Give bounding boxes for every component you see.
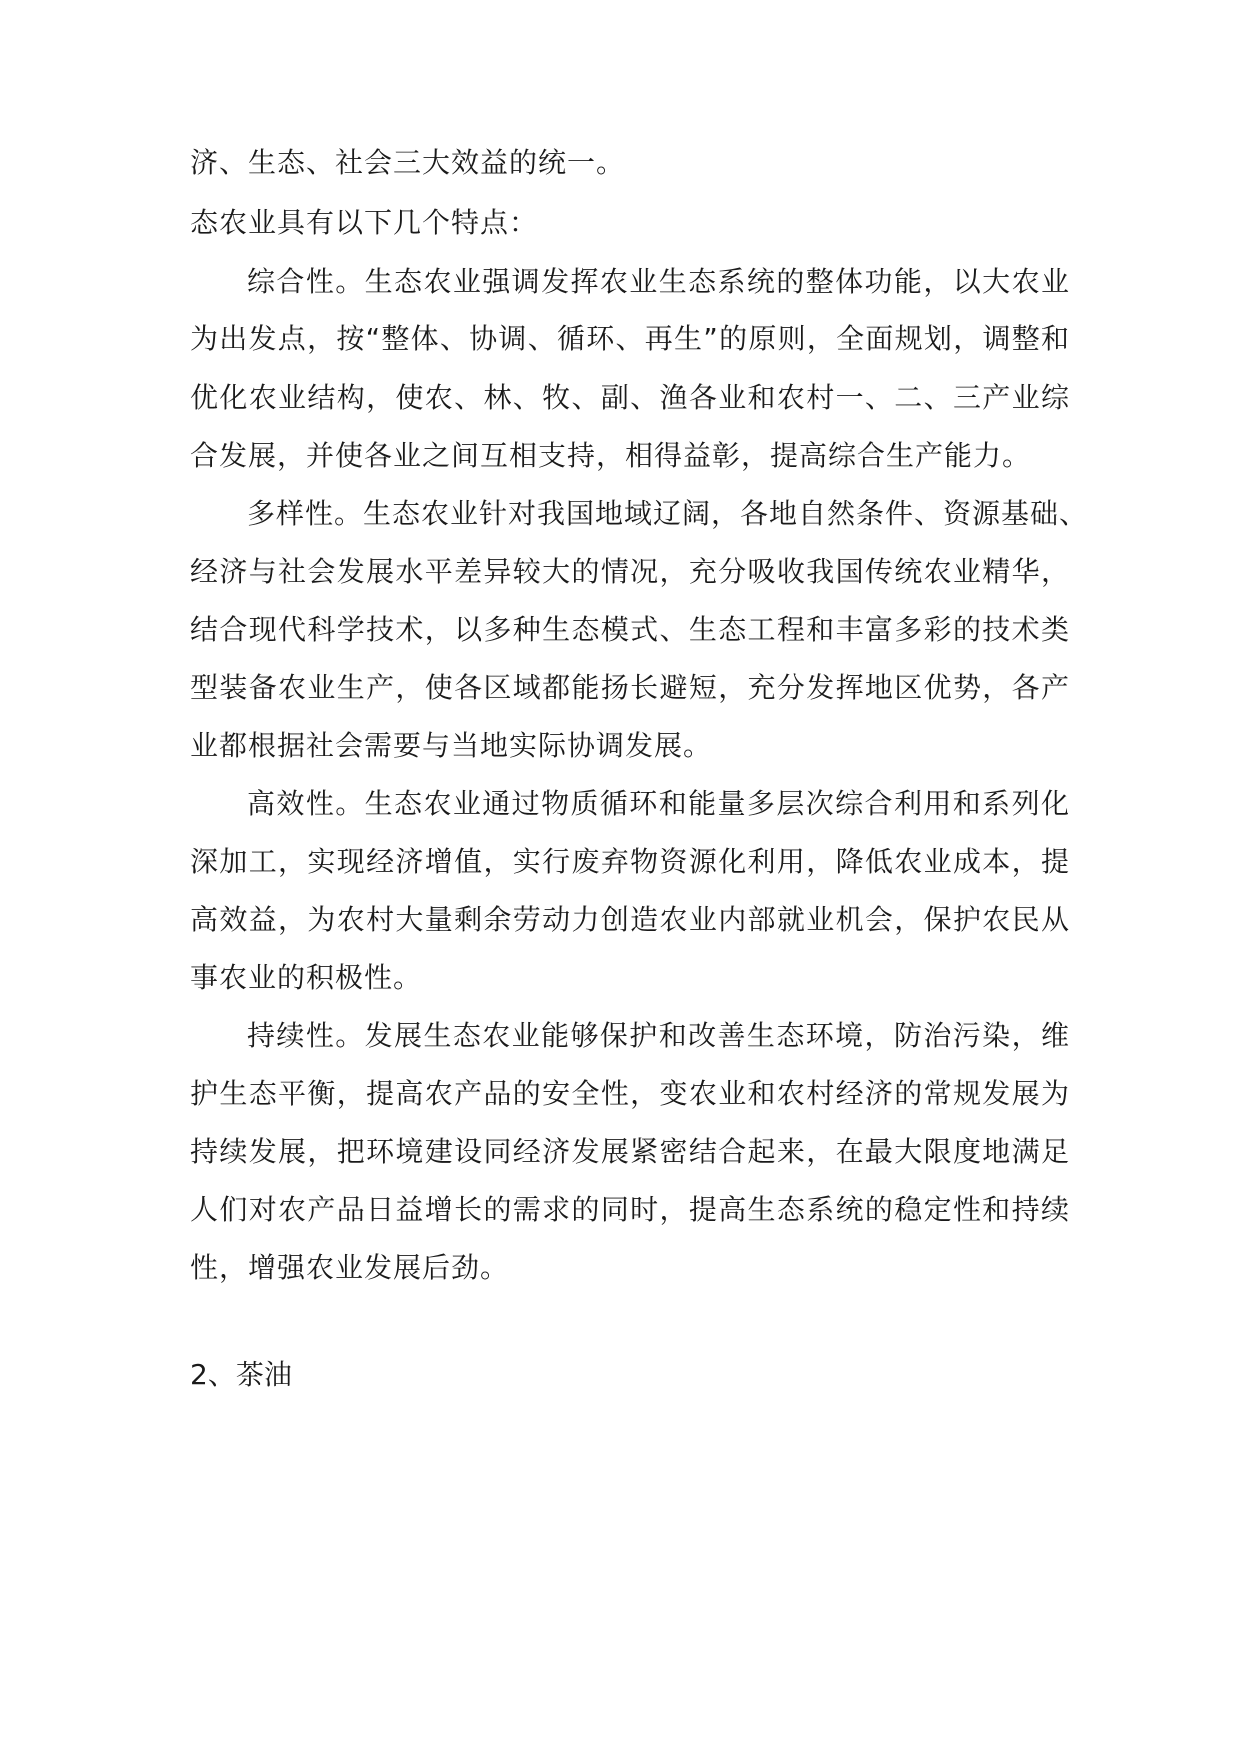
paragraph-diversity-line: 型装备农业生产，使各区域都能扬长避短，充分发挥地区优势，各产	[190, 671, 1070, 704]
paragraph-diversity-line: 经济与社会发展水平差异较大的情况，充分吸收我国传统农业精华，	[190, 555, 1070, 588]
paragraph-efficiency-line: 高效性。生态农业通过物质循环和能量多层次综合利用和系列化	[247, 787, 1070, 820]
paragraph-diversity-line: 结合现代科学技术，以多种生态模式、生态工程和丰富多彩的技术类	[190, 613, 1070, 646]
paragraph-efficiency-line: 事农业的积极性。	[190, 961, 423, 994]
paragraph-efficiency-line: 高效益，为农村大量剩余劳动力创造农业内部就业机会，保护农民从	[190, 903, 1070, 936]
paragraph-comprehensive-line: 为出发点，按“整体、协调、循环、再生”的原则，全面规划，调整和	[190, 322, 1070, 355]
paragraph-comprehensive-line: 优化农业结构，使农、林、牧、副、渔各业和农村一、二、三产业综	[190, 381, 1070, 414]
paragraph-sustainability-line: 人们对农产品日益增长的需求的同时，提高生态系统的稳定性和持续	[190, 1193, 1070, 1226]
section-heading: 2、茶油	[190, 1358, 292, 1391]
text-line: 态农业具有以下几个特点：	[190, 206, 539, 239]
paragraph-comprehensive-line: 合发展，并使各业之间互相支持，相得益彰，提高综合生产能力。	[190, 439, 1032, 472]
paragraph-diversity-line: 业都根据社会需要与当地实际协调发展。	[190, 729, 713, 762]
paragraph-diversity-line: 多样性。生态农业针对我国地域辽阔，各地自然条件、资源基础、	[247, 497, 1089, 530]
paragraph-efficiency-line: 深加工，实现经济增值，实行废弃物资源化利用，降低农业成本，提	[190, 845, 1070, 878]
paragraph-sustainability-line: 持续性。发展生态农业能够保护和改善生态环境，防治污染，维	[247, 1019, 1070, 1052]
paragraph-sustainability-line: 护生态平衡，提高农产品的安全性，变农业和农村经济的常规发展为	[190, 1077, 1070, 1110]
text-line: 济、生态、社会三大效益的统一。	[190, 146, 626, 179]
paragraph-sustainability-line: 性，增强农业发展后劲。	[190, 1251, 510, 1284]
paragraph-comprehensive-line: 综合性。生态农业强调发挥农业生态系统的整体功能，以大农业	[247, 265, 1070, 298]
paragraph-sustainability-line: 持续发展，把环境建设同经济发展紧密结合起来，在最大限度地满足	[190, 1135, 1070, 1168]
